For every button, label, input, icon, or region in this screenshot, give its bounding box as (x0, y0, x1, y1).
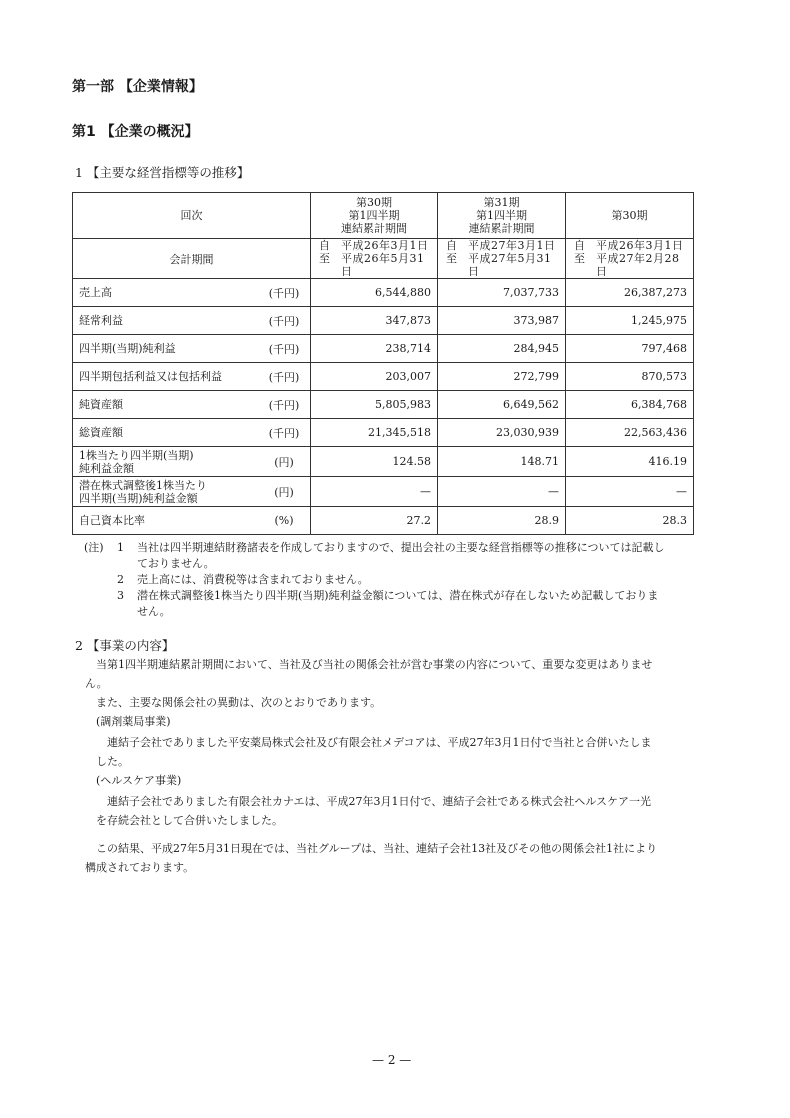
row-label: 売上高 (79, 286, 112, 299)
note-text: 潜在株式調整後1株当たり四半期(当期)純利益金額については、潜在株式が存在しないため記載しておりま (137, 589, 659, 602)
column-header-line: 第1四半期 (476, 209, 527, 222)
row-label-cell (73, 419, 311, 447)
value-cell: 272,799 (438, 363, 566, 391)
row-unit: (千円) (268, 314, 300, 328)
value-cell: 148.71 (438, 447, 566, 477)
period-row (73, 239, 694, 279)
value-cell: 26,387,273 (566, 279, 694, 307)
value-cell: 373,987 (438, 307, 566, 335)
value-cell: 23,030,939 (438, 419, 566, 447)
note-text: ておりません。 (137, 557, 215, 570)
column-header-line: 第30期 (356, 196, 392, 209)
from-marker: 自 (446, 239, 457, 252)
column-header (438, 193, 566, 239)
table-row (73, 307, 694, 335)
value-cell: 347,873 (311, 307, 438, 335)
row-unit: (円) (274, 455, 294, 469)
row-label: 四半期包括利益又は包括利益 (79, 370, 222, 383)
notes-prefix: (注) (84, 541, 104, 554)
row-label-cell (73, 447, 311, 477)
table-header-row (73, 193, 694, 239)
value-cell: 238,714 (311, 335, 438, 363)
section-heading-key-indicators: 1 【主要な経営指標等の推移】 (75, 165, 250, 180)
value-cell: 6,384,768 (566, 391, 694, 419)
column-header-line: 第31期 (483, 196, 520, 209)
paragraph-line: 構成されております。 (85, 861, 195, 874)
paragraph-line: この結果、平成27年5月31日現在では、当社グループは、当社、連結子会社13社及びその他の関係会社1社により (96, 842, 658, 855)
segment-title: (ヘルスケア事業) (96, 774, 182, 787)
row-label-cell (73, 279, 311, 307)
value-cell: — (311, 477, 438, 507)
header-label-cell (73, 193, 311, 239)
row-label: 潜在株式調整後1株当たり (79, 478, 207, 492)
row-label-cell (73, 307, 311, 335)
to-marker: 至 (319, 252, 330, 265)
value-cell: 797,468 (566, 335, 694, 363)
row-label-cell (73, 391, 311, 419)
row-label-cell (73, 477, 311, 507)
value-cell: 27.2 (311, 507, 438, 535)
page-number: — 2 — (372, 1053, 412, 1067)
column-header (311, 193, 438, 239)
row-label: 1株当たり四半期(当期) (79, 448, 194, 462)
to-marker: 至 (446, 252, 457, 265)
row-label-cell (73, 507, 311, 535)
period-to: 平成27年2月28日 (596, 252, 680, 278)
paragraph-line: 当第1四半期連結累計期間において、当社及び当社の関係会社が営む事業の内容について、重要な変更はありませ (96, 658, 653, 671)
value-cell: 870,573 (566, 363, 694, 391)
note-number: 3 (117, 589, 124, 602)
row-label: 総資産額 (79, 426, 123, 439)
table-row (73, 335, 694, 363)
row-unit: (千円) (268, 342, 300, 356)
value-cell: 6,544,880 (311, 279, 438, 307)
row-label: 純資産額 (79, 398, 123, 411)
period-from: 平成27年3月1日 (468, 239, 556, 252)
period-cell (311, 239, 438, 279)
header-label: 回次 (180, 209, 203, 222)
row-unit: (千円) (268, 370, 300, 384)
row-label-cell (73, 363, 311, 391)
value-cell: 6,649,562 (438, 391, 566, 419)
value-cell: 28.3 (566, 507, 694, 535)
note-text: 売上高には、消費税等は含まれておりません。 (137, 573, 369, 586)
column-header-line: 第1四半期 (348, 209, 400, 222)
period-label-cell (73, 239, 311, 279)
column-header-line: 連結累計期間 (468, 222, 535, 235)
paragraph-line: また、主要な関係会社の異動は、次のとおりであります。 (96, 696, 382, 709)
value-cell: 21,345,518 (311, 419, 438, 447)
note-number: 1 (117, 541, 124, 554)
value-cell: — (566, 477, 694, 507)
period-cell (438, 239, 566, 279)
column-header-line: 連結累計期間 (341, 222, 407, 235)
table-row (73, 507, 694, 535)
column-header-line: 第30期 (611, 209, 648, 222)
row-label-cell (73, 335, 311, 363)
value-cell: — (438, 477, 566, 507)
table-row (73, 279, 694, 307)
value-cell: 124.58 (311, 447, 438, 477)
from-marker: 自 (319, 239, 330, 252)
key-indicators-table (72, 192, 694, 535)
row-unit: (千円) (268, 426, 300, 440)
paragraph-line: 連結子会社でありました平安薬局株式会社及び有限会社メデコアは、平成27年3月1日付で当社と合併いたしま (107, 736, 652, 749)
value-cell: 22,563,436 (566, 419, 694, 447)
period-cell (566, 239, 694, 279)
row-label: 自己資本比率 (79, 514, 145, 527)
value-cell: 28.9 (438, 507, 566, 535)
value-cell: 5,805,983 (311, 391, 438, 419)
paragraph-line: ん。 (85, 677, 108, 690)
period-to: 平成27年5月31日 (468, 252, 552, 278)
note-text: せん。 (137, 605, 171, 618)
section-heading-business: 2 【事業の内容】 (75, 638, 175, 653)
column-header (566, 193, 694, 239)
period-label: 会計期間 (169, 252, 214, 266)
from-marker: 自 (574, 239, 585, 252)
table-row (73, 419, 694, 447)
to-marker: 至 (574, 252, 585, 265)
segment-title: (調剤薬局事業) (96, 715, 171, 728)
row-unit: (円) (274, 485, 294, 499)
value-cell: 284,945 (438, 335, 566, 363)
row-label-line2: 四半期(当期)純利益金額 (79, 491, 198, 505)
value-cell: 416.19 (566, 447, 694, 477)
row-label: 経常利益 (79, 314, 123, 327)
table-row (73, 363, 694, 391)
row-label-line2: 純利益金額 (79, 461, 134, 475)
paragraph-line: を存続会社として合併いたしました。 (96, 814, 283, 827)
table-row (73, 447, 694, 477)
row-unit: (千円) (268, 398, 300, 412)
part-heading: 第一部 【企業情報】 (72, 79, 203, 95)
value-cell: 7,037,733 (438, 279, 566, 307)
row-label: 四半期(当期)純利益 (79, 342, 176, 355)
period-from: 平成26年3月1日 (341, 239, 429, 252)
period-to: 平成26年5月31日 (341, 252, 425, 278)
paragraph-line: 連結子会社でありました有限会社カナエは、平成27年3月1日付で、連結子会社である株式会社ヘルスケア一光 (107, 795, 652, 808)
table-row (73, 391, 694, 419)
row-unit: (千円) (268, 286, 300, 300)
table-row (73, 477, 694, 507)
period-from: 平成26年3月1日 (596, 239, 684, 252)
note-text: 当社は四半期連結財務諸表を作成しておりますので、提出会社の主要な経営指標等の推移については記載し (137, 541, 665, 554)
paragraph-line: した。 (96, 755, 129, 768)
value-cell: 1,245,975 (566, 307, 694, 335)
chapter-heading: 第1 【企業の概況】 (72, 124, 199, 140)
row-unit: (%) (274, 514, 294, 527)
note-number: 2 (117, 573, 124, 586)
value-cell: 203,007 (311, 363, 438, 391)
